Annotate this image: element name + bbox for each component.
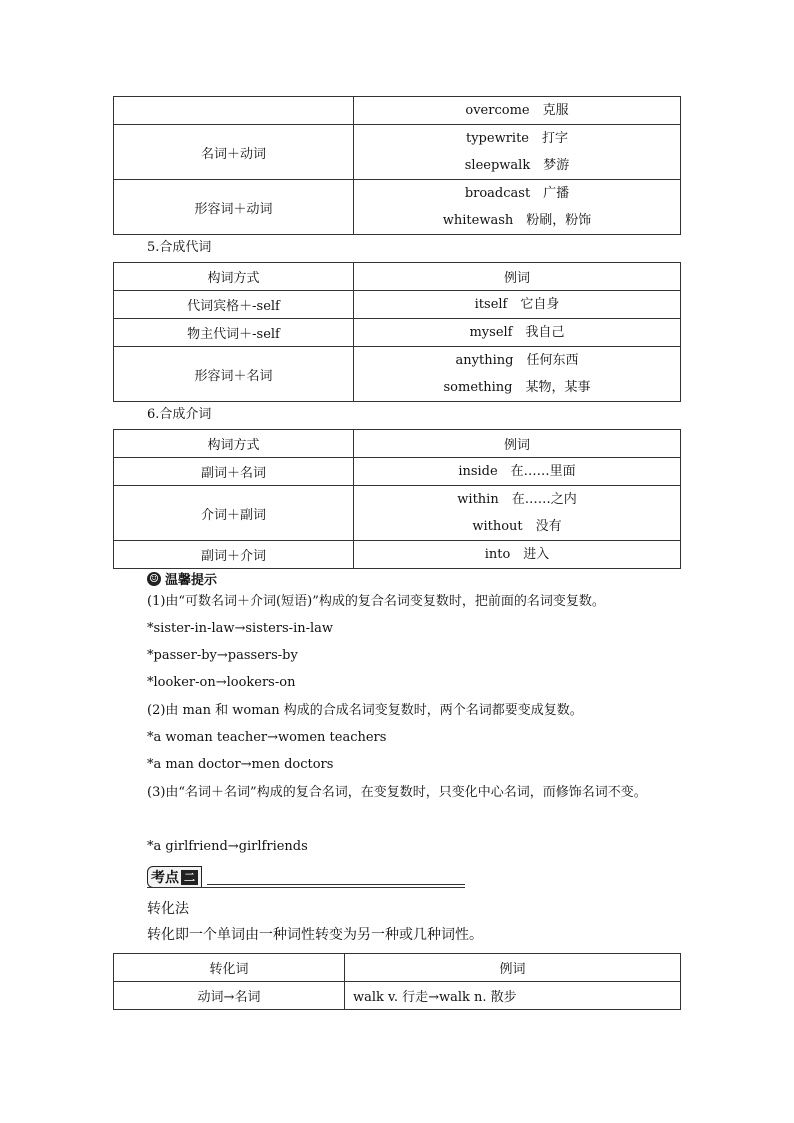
example-word: without 没有 <box>472 519 562 534</box>
conversion-description: 转化即一个单词由一种词性转变为另一种或几种词性。 <box>147 927 483 943</box>
tips-title: 温馨提示 <box>165 573 218 588</box>
banner-rule <box>207 884 465 885</box>
tip-example: *a girlfriend→girlfriends <box>147 839 308 854</box>
tip-example: *passer-by→passers-by <box>147 648 298 663</box>
smiley-icon: ☺ <box>147 572 161 586</box>
method-cell: 副词＋名词 <box>114 458 354 486</box>
example-word: into 进入 <box>484 547 550 562</box>
header-example: 例词 <box>345 954 681 982</box>
section-heading-6: 6.合成介词 <box>147 407 212 422</box>
example-cell <box>354 180 681 235</box>
example-word: anything 任何东西 <box>455 353 579 368</box>
header-method: 构词方式 <box>114 430 354 458</box>
table-row <box>114 347 681 402</box>
example-cell <box>354 319 681 347</box>
example-word: itself 它自身 <box>474 297 560 312</box>
compound-pronoun-table <box>113 262 681 402</box>
table-row <box>114 125 681 180</box>
table-row <box>114 180 681 235</box>
table-row <box>114 97 681 125</box>
header-method: 构词方式 <box>114 263 354 291</box>
header-example: 例词 <box>354 263 681 291</box>
example-word: something 某物，某事 <box>443 380 591 395</box>
method-cell: 副词＋介词 <box>114 541 354 569</box>
example-word: overcome 克服 <box>465 103 569 118</box>
compound-preposition-table <box>113 429 681 569</box>
header-method: 转化词 <box>114 954 345 982</box>
example-cell <box>354 458 681 486</box>
example-cell: walk v. 行走→walk n. 散步 <box>345 982 681 1010</box>
method-cell: 形容词＋名词 <box>114 347 354 402</box>
tip-paragraph-1: (1)由“可数名词＋介词(短语)”构成的复合名词变复数时，把前面的名词变复数。 <box>147 594 605 609</box>
compound-verb-table <box>113 96 681 235</box>
kaodian-label <box>147 866 202 888</box>
conversion-title: 转化法 <box>147 901 189 917</box>
example-cell <box>354 486 681 541</box>
kaodian-banner <box>147 866 465 888</box>
header-example: 例词 <box>354 430 681 458</box>
tip-example: *looker-on→lookers-on <box>147 675 296 690</box>
table-header-row <box>114 954 681 982</box>
table-row <box>114 291 681 319</box>
example-word: typewrite 打字 <box>465 131 568 146</box>
tips-heading <box>147 569 217 588</box>
example-word: whitewash 粉刷，粉饰 <box>442 213 592 228</box>
example-cell <box>354 347 681 402</box>
tip-example: *a woman teacher→women teachers <box>147 730 387 745</box>
method-cell: 名词＋动词 <box>114 125 354 180</box>
method-cell: 形容词＋动词 <box>114 180 354 235</box>
example-cell <box>354 541 681 569</box>
table-header-row <box>114 263 681 291</box>
example-cell <box>354 291 681 319</box>
method-cell: 代词宾格＋-self <box>114 291 354 319</box>
tip-paragraph-3: (3)由“名词＋名词”构成的复合名词，在变复数时，只变化中心名词，而修饰名词不变。 <box>147 785 647 800</box>
tip-example: *sister-in-law→sisters-in-law <box>147 621 334 636</box>
table-row <box>114 319 681 347</box>
method-cell: 物主代词＋-self <box>114 319 354 347</box>
table-row <box>114 982 681 1010</box>
banner-underline <box>147 887 465 888</box>
example-word: broadcast 广播 <box>464 186 570 201</box>
tip-paragraph-2: (2)由 man 和 woman 构成的合成名词变复数时，两个名词都要变成复数。 <box>147 703 583 718</box>
method-cell <box>114 97 354 125</box>
method-cell: 介词＋副词 <box>114 486 354 541</box>
example-word: myself 我自己 <box>469 325 565 340</box>
kaodian-number: 二 <box>181 870 198 885</box>
example-cell <box>354 125 681 180</box>
method-cell: 动词→名词 <box>114 982 345 1010</box>
table-row <box>114 458 681 486</box>
example-cell <box>354 97 681 125</box>
table-header-row <box>114 430 681 458</box>
tip-example: *a man doctor→men doctors <box>147 757 334 772</box>
example-word: within 在……之内 <box>457 492 577 507</box>
kaodian-text: 考点 <box>151 870 179 886</box>
table-row <box>114 486 681 541</box>
section-heading-5: 5.合成代词 <box>147 240 212 255</box>
example-word: inside 在……里面 <box>458 464 576 479</box>
conversion-table <box>113 953 681 1010</box>
example-word: sleepwalk 梦游 <box>464 158 570 173</box>
table-row <box>114 541 681 569</box>
